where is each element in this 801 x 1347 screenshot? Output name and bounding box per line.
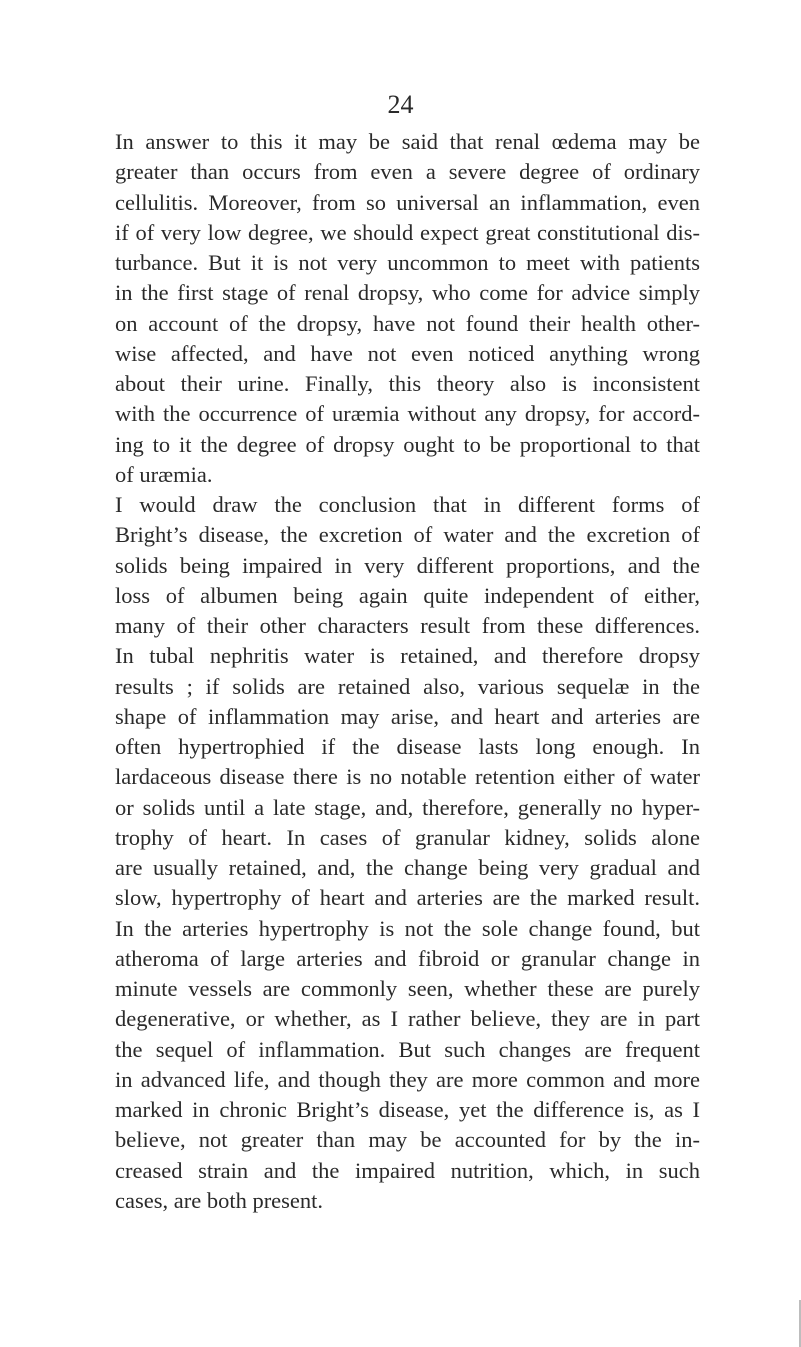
text-line: cases, are both present. bbox=[115, 1187, 324, 1213]
text-line: believe, not greater than may be accounted for by the in- bbox=[115, 1127, 700, 1153]
text-line: loss of albumen being again quite independent of either, bbox=[115, 582, 700, 608]
text-line: in the first stage of renal dropsy, who come for advice simply bbox=[115, 280, 700, 306]
text-line: or solids until a late stage, and, therefore, generally no hyper- bbox=[115, 794, 700, 820]
text-line: solids being impaired in very different proportions, and the bbox=[115, 552, 700, 578]
text-line: often hypertrophied if the disease lasts long enough. In bbox=[115, 734, 700, 759]
text-line: in advanced life, and though they are more common and more bbox=[115, 1066, 700, 1092]
text-line: are usually retained, and, the change being very gradual and bbox=[115, 855, 700, 880]
text-line: In answer to this it may be said that renal œdema may be bbox=[115, 129, 700, 154]
text-line: with the occurrence of uræmia without any dropsy, for accord- bbox=[115, 401, 700, 427]
text-line: the sequel of inflammation. But such changes are frequent bbox=[115, 1036, 700, 1062]
paragraph-1 bbox=[115, 127, 700, 490]
text-line: trophy of heart. In cases of granular kidney, solids alone bbox=[115, 824, 700, 850]
page-number: 24 bbox=[387, 90, 414, 119]
text-line: marked in chronic Bright’s disease, yet the difference is, as I bbox=[115, 1097, 700, 1122]
text-line: I would draw the conclusion that in different forms of bbox=[115, 492, 700, 517]
text-line: cellulitis. Moreover, from so universal an inflammation, even bbox=[115, 189, 700, 215]
text-line: greater than occurs from even a severe degree of ordinary bbox=[115, 159, 700, 185]
text-line: turbance. But it is not very uncommon to meet with patients bbox=[115, 250, 700, 275]
text-line: degenerative, or whether, as I rather believe, they are in part bbox=[115, 1006, 700, 1032]
text-line: creased strain and the impaired nutrition, which, in such bbox=[115, 1157, 700, 1183]
body-text bbox=[115, 127, 700, 1216]
text-line: of uræmia. bbox=[115, 461, 213, 487]
paragraph-2 bbox=[115, 490, 700, 1216]
text-line: about their urine. Finally, this theory also is inconsistent bbox=[115, 371, 700, 396]
text-line: lardaceous disease there is no notable retention either of water bbox=[115, 764, 700, 790]
text-line: ing to it the degree of dropsy ought to be proportional to that bbox=[115, 431, 700, 457]
text-line: wise affected, and have not even noticed anything wrong bbox=[115, 340, 700, 366]
text-line: results ; if solids are retained also, various sequelæ in the bbox=[115, 673, 700, 699]
text-line: In the arteries hypertrophy is not the sole change found, but bbox=[115, 915, 700, 941]
text-line: In tubal nephritis water is retained, and therefore dropsy bbox=[115, 643, 700, 669]
text-line: Bright’s disease, the excretion of water and the excretion of bbox=[115, 522, 700, 548]
text-line: slow, hypertrophy of heart and arteries are the marked result. bbox=[115, 885, 700, 911]
text-line: atheroma of large arteries and fibroid or granular change in bbox=[115, 945, 700, 971]
text-line: many of their other characters result from these differences. bbox=[115, 613, 700, 638]
text-line: if of very low degree, we should expect great constitutional dis- bbox=[115, 219, 700, 245]
text-line: on account of the dropsy, have not found their health other- bbox=[115, 310, 700, 336]
text-line: shape of inflammation may arise, and heart and arteries are bbox=[115, 703, 700, 729]
text-line: minute vessels are commonly seen, whether these are purely bbox=[115, 976, 700, 1001]
